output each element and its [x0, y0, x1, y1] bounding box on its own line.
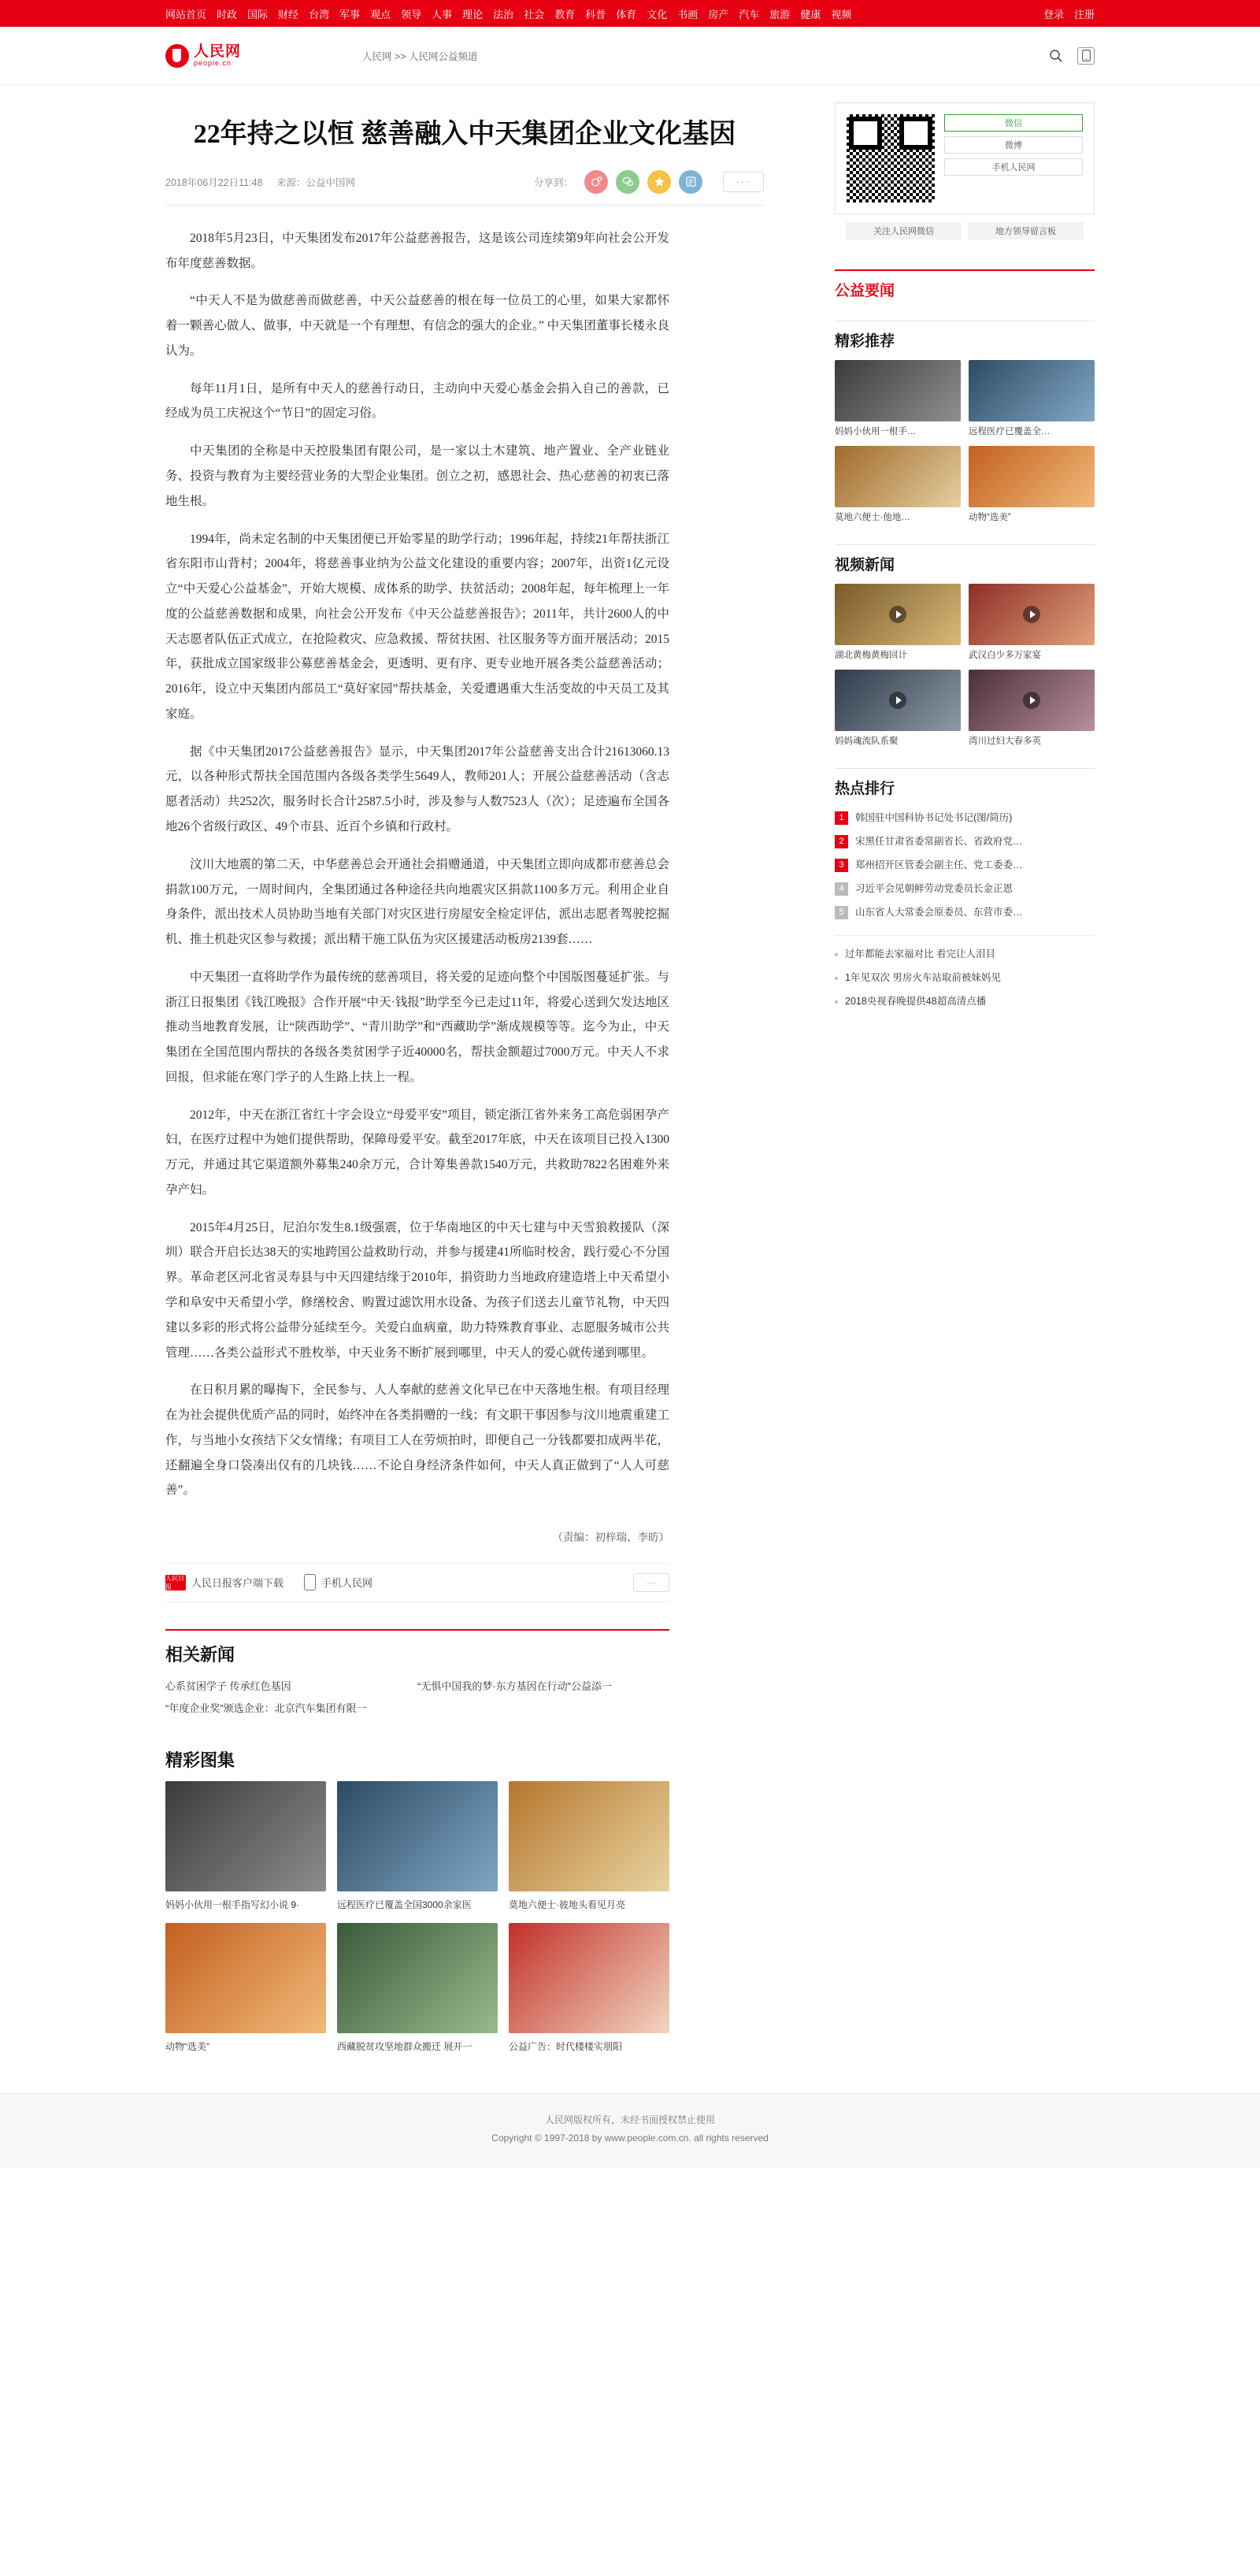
- sidebar-block-shipin-xinwen: [835, 544, 1095, 748]
- logo-text-en: people.cn: [194, 58, 232, 67]
- article-source: 来源：公益中国网: [276, 176, 355, 188]
- article-paragraph-6: 汶川大地震的第二天，中华慈善总会开通社会捐赠通道，中天集团立即向成都市慈善总会捐款100万元，一周时间内，全集团通过各种途径共向地震灾区捐款1100多万元。利用企业自身条件，派出技术人员协助当地有关部门对灾区进行房屋安全检定评估，派出志愿者驾驶挖掘机、推土机赴灾区参与救援；派出精干施工队伍为灾区援建活动板房2139套……: [165, 857, 669, 947]
- gallery-thumbnail-0[interactable]: [165, 1781, 326, 1891]
- top-nav-item-2[interactable]: 国际: [247, 8, 269, 20]
- rank-text-2: 郑州招开区管委会副主任、党工委委…: [855, 859, 1023, 871]
- article-paragraph-4: 1994年，尚未定名制的中天集团便已开始零星的助学行动；1996年起，持续21年帮扶浙江省东阳市山背村；2004年，将慈善事业纳为公益文化建设的重要内容；2007年，出资1亿元设立“中天爱心公益基金”，开始大规模、成体系的助学、扶贫活动；2008年起，每年梳理上一年度的公益慈善数据和成果，向社会公开发布《中天公益慈善报告》；2011年，共计2600人的中天志愿者队伍正式成立，在抢险救灾、应急救援、帮贫扶困、社区服务等方面开展活动；2015年，获批成立国家级非公募慈善基金会，更透明、更有序、更专业地开展各类公益慈善活动；2016年，设立中天集团内部员工“莫好家园”帮扶基金，关爱遭遇重大生活变故的中天员工及其家庭。: [165, 532, 669, 721]
- footer-copyright-en: Copyright © 1997-2018 by www.people.com.cn. all rights reserved: [491, 2132, 769, 2144]
- gallery-caption-3: 动物“选美”: [165, 2040, 209, 2052]
- related-news-link-2[interactable]: “年度企业奖”颁选企业：北京汽车集团有限一: [165, 1702, 367, 1715]
- video-thumbnail-1[interactable]: [969, 584, 1095, 645]
- appbar-more-button[interactable]: ···: [633, 1573, 669, 1592]
- top-nav-item-8[interactable]: 人事: [432, 8, 453, 20]
- article-meta-bar: [165, 170, 764, 206]
- people-cn-logo-icon: [165, 44, 189, 68]
- site-footer: [0, 2093, 1260, 2168]
- gallery-caption-4: 西藏脱贫攻坚地群众搬迁 展开一: [337, 2040, 472, 2052]
- page-title: 22年持之以恒 慈善融入中天集团企业文化基因: [193, 120, 736, 149]
- gallery-card[interactable]: [337, 1781, 498, 1912]
- top-nav-item-1[interactable]: 时政: [217, 8, 238, 20]
- rank-text-1: 宋黑任甘肃省委常副省长、省政府党…: [855, 836, 1023, 848]
- top-nav-item-6[interactable]: 观点: [370, 8, 391, 20]
- sidebar-sub-link-text-1: 1年见双次 男房火车站取前被妹妈见: [845, 972, 1001, 984]
- recommend-caption-1: 远程医疗已覆盖全…: [969, 427, 1051, 436]
- related-news-item: [417, 1676, 669, 1698]
- sidebar-sub-link-text-0: 过年都能去家福对比 看完让人泪目: [845, 948, 995, 960]
- recommend-thumbnail-3[interactable]: [969, 446, 1095, 507]
- footer-copyright-cn: 人民网版权所有，未经书面授权禁止使用: [544, 2114, 715, 2125]
- top-nav-links: [165, 6, 851, 21]
- article-paragraph-8: 2012年，中天在浙江省红十字会设立“母爱平安”项目，锁定浙江省外来务工高危弱困孕产妇，在医疗过程中为她们提供帮助，保障母爱平安。截至2017年底，中天在该项目已投入1300万元，并通过其它渠道额外募集240余万元，合计筹集善款1540万元，共救助7822名困难外来孕产妇。: [165, 1108, 669, 1197]
- bullet-icon: [835, 977, 838, 980]
- article-paragraph-1: “中天人不是为做慈善而做慈善，中天公益慈善的根在每一位员工的心里，如果大家都怀着一颗善心做人、做事，中天就是一个有理想、有信念的强大的企业。” 中天集团董事长楼永良认为。: [165, 294, 669, 358]
- sidebar-heading-gongyi-yaowen: 公益要闻: [835, 269, 1095, 300]
- rank-item[interactable]: [835, 806, 1095, 830]
- top-nav-account-links: [1043, 6, 1095, 21]
- sidebar-block-jingcai-tuijian: [835, 321, 1095, 524]
- article-paragraph-5: 据《中天集团2017公益慈善报告》显示，中天集团2017年公益慈善支出合计21613060.13元，以各种形式帮扶全国范围内各级各类学生5649人，教师201人；开展公益慈善活动（含志愿者活动）共252次，服务时长合计2587.5小时，涉及参与人数7523人（次）；足迹遍布全国各地26个省级行政区、49个市县、近百个乡镇和行政村。: [165, 744, 669, 833]
- bullet-icon: [835, 1000, 838, 1004]
- top-nav-item-7[interactable]: 领导: [401, 8, 422, 20]
- rank-text-3: 习近平会见朝鲜劳动党委员长金正恩: [855, 883, 1014, 895]
- video-caption-2: 妈妈魂流队系聚: [835, 737, 899, 747]
- top-nav-item-4[interactable]: 台湾: [309, 8, 330, 20]
- top-nav-account-1[interactable]: 注册: [1073, 8, 1095, 20]
- top-nav-item-16[interactable]: 书画: [677, 8, 699, 20]
- top-nav-item-18[interactable]: 汽车: [739, 8, 760, 20]
- top-nav-item-21[interactable]: 视频: [831, 8, 852, 20]
- rank-number-2: 2: [835, 835, 848, 848]
- sidebar-sub-link-text-2: 2018央视春晚提供48超高清点播: [845, 996, 987, 1008]
- related-news-link-1[interactable]: “无惧中国我的梦·东方基因在行动”公益添一: [417, 1680, 612, 1692]
- mobile-icon: [304, 1574, 316, 1591]
- play-icon[interactable]: [889, 606, 906, 623]
- article-editor-signature: （责编：初梓瑞、李昉）: [552, 1531, 669, 1544]
- article-paragraph-0: 2018年5月23日，中天集团发布2017年公益慈善报告，这是该公司连续第9年向社会公开发布年度慈善数据。: [165, 231, 669, 270]
- sidebar-block-redian-paihang: [835, 768, 1095, 924]
- sidebar-sub-link[interactable]: [835, 966, 1095, 989]
- rank-item[interactable]: [835, 900, 1095, 924]
- top-nav-account-0[interactable]: 登录: [1043, 8, 1064, 20]
- article-paragraph-2: 每年11月1日，是所有中天人的慈善行动日，主动向中天爱心基金会捐入自己的善款，已经成为员工庆祝这个“节日”的固定习俗。: [165, 381, 669, 421]
- people-daily-app-link[interactable]: [165, 1575, 284, 1591]
- recommend-thumbnail-0[interactable]: [835, 360, 961, 421]
- gallery-caption-0: 妈妈小伙用一根手指写幻小说 9·: [165, 1899, 300, 1910]
- sidebar-sub-link[interactable]: [835, 942, 1095, 966]
- top-navigation-bar: [0, 0, 1260, 27]
- sidebar-sub-links: [835, 935, 1095, 1013]
- top-nav-item-20[interactable]: 健康: [800, 8, 821, 20]
- video-card[interactable]: [835, 670, 961, 748]
- mobile-site-link[interactable]: [304, 1574, 372, 1591]
- sidebar-heading-redian-paihang: 热点排行: [835, 768, 1095, 798]
- mobile-icon[interactable]: [1077, 47, 1095, 65]
- top-nav-item-12[interactable]: 教育: [554, 8, 576, 20]
- sidebar-heading-shipin-xinwen: 视频新闻: [835, 544, 1095, 574]
- wechat-share-icon[interactable]: [616, 170, 639, 194]
- related-news-item: [165, 1698, 417, 1720]
- article-paragraph-3: 中天集团的全称是中天控股集团有限公司，是一家以土木建筑、地产置业、全产业链业务、投资与教育为主要经营业务的大型企业集团。创立之初，感恩社会、热心慈善的初衷已落地生根。: [165, 444, 669, 508]
- rank-text-4: 山东省人大常委会原委员、东营市委…: [855, 907, 1023, 919]
- article-paragraph-7: 中天集团一直将助学作为最传统的慈善项目，将关爱的足迹向整个中国版图蔓延扩张。与浙江日报集团《钱江晚报》合作开展“中天·钱报”助学至今已走过11年，将爱心送到欠发达地区推动当地教育发展，让“陕西助学”、“青川助学”和“西藏助学”渐成规模等等。迄今为止，中天集团在全国范围内帮扶的各级各类贫困学子近40000名，帮扶金额超过7000万元。中天人不求回报，但求能在寒门学子的人生路上扶上一程。: [165, 970, 669, 1084]
- video-caption-1: 武汉白少多万家宴: [969, 651, 1041, 661]
- sidebar-heading-jingcai-tuijian: 精彩推荐: [835, 321, 1095, 351]
- article-date: 2018年06月22日11:48: [165, 176, 263, 188]
- recommend-card[interactable]: [969, 360, 1095, 438]
- rank-number-3: 3: [835, 859, 848, 872]
- search-icon[interactable]: [1047, 47, 1065, 65]
- play-icon[interactable]: [1023, 692, 1040, 709]
- related-news-item: [165, 1676, 417, 1698]
- video-thumbnail-2[interactable]: [835, 670, 961, 731]
- rank-number-1: 1: [835, 811, 848, 825]
- video-card[interactable]: [969, 584, 1095, 662]
- top-nav-item-15[interactable]: 文化: [647, 8, 668, 20]
- sidebar: [835, 102, 1095, 2054]
- gallery-thumbnail-2[interactable]: [509, 1781, 669, 1891]
- article-more-button[interactable]: ···: [723, 172, 764, 192]
- video-card[interactable]: [969, 670, 1095, 748]
- related-news-section: [165, 1629, 669, 1720]
- gallery-card[interactable]: [165, 1923, 326, 2054]
- video-caption-0: 湖北黄梅黄梅回计: [835, 651, 907, 661]
- gallery-card[interactable]: [337, 1923, 498, 2054]
- sidebar-block-gongyi-yaowen: [835, 269, 1095, 300]
- article-body: [165, 206, 669, 1549]
- top-nav-item-13[interactable]: 科普: [585, 8, 606, 20]
- qr-code-box: [835, 102, 1095, 214]
- site-logo[interactable]: [165, 44, 331, 68]
- qr-option-1[interactable]: 微博: [944, 136, 1083, 154]
- gallery-caption-2: 莫地六便士·彼地头看见月亮: [509, 1899, 625, 1910]
- top-nav-item-14[interactable]: 体育: [616, 8, 637, 20]
- related-news-link-0[interactable]: 心系贫困学子 传承红色基因: [165, 1680, 291, 1692]
- logo-text-cn: 人民网: [194, 43, 242, 60]
- top-nav-item-10[interactable]: 法治: [493, 8, 514, 20]
- gallery-thumbnail-4[interactable]: [337, 1923, 498, 2033]
- article-paragraph-10: 在日积月累的曝掏下，全民参与、人人奉献的慈善文化早已在中天落地生根。有项目经理在为社会提供优质产品的同时，始终冲在各类捐赠的一线；有文职干事因参与汶川地震重建工作，与当地小女孩结下父女情缘；有项目工人在劳烦拍时，即便自己一分钱都要扣成两半花，还翻遍全身口袋凑出仅有的几块钱……不论自身经济条件如何，中天人真正做到了“人人可慈善”。: [165, 1383, 669, 1498]
- rank-text-0: 韩国驻中国科协书记处书记(图/简历): [855, 812, 1013, 824]
- sidebar-sub-link[interactable]: [835, 989, 1095, 1013]
- qr-link-1[interactable]: 地方领导留言板: [968, 222, 1084, 239]
- rank-item[interactable]: [835, 853, 1095, 877]
- people-daily-app-icon: 人民日报: [165, 1574, 184, 1591]
- recommend-card[interactable]: [969, 446, 1095, 524]
- top-nav-item-17[interactable]: 房产: [708, 8, 729, 20]
- qr-option-0[interactable]: 微信: [944, 114, 1083, 132]
- gallery-thumbnail-1[interactable]: [337, 1781, 498, 1891]
- app-download-bar: [165, 1563, 669, 1602]
- recommend-caption-2: 莫地六便士·他地…: [835, 513, 910, 523]
- qr-option-2[interactable]: 手机人民网: [944, 158, 1083, 176]
- gallery-thumbnail-3[interactable]: [165, 1923, 326, 2033]
- rank-item[interactable]: [835, 830, 1095, 853]
- video-caption-3: 湾川过妇大春多英: [969, 737, 1041, 747]
- site-header: [0, 27, 1260, 85]
- video-thumbnail-3[interactable]: [969, 670, 1095, 731]
- rank-item[interactable]: [835, 877, 1095, 900]
- bullet-icon: [835, 953, 838, 956]
- top-nav-item-19[interactable]: 旅游: [769, 8, 791, 20]
- qr-link-0[interactable]: 关注人民网微信: [846, 222, 962, 239]
- gallery-title: 精彩图集: [165, 1750, 235, 1770]
- rank-number-4: 4: [835, 882, 848, 896]
- share-label: 分享到：: [533, 176, 573, 188]
- gallery-card[interactable]: [509, 1923, 669, 2054]
- gallery-card[interactable]: [509, 1781, 669, 1912]
- recommend-thumbnail-1[interactable]: [969, 360, 1095, 421]
- play-icon[interactable]: [1023, 606, 1040, 623]
- rank-number-5: 5: [835, 906, 848, 919]
- mobile-site-label: 手机人民网: [321, 1577, 373, 1590]
- top-nav-item-11[interactable]: 社会: [524, 8, 545, 20]
- gallery-thumbnail-5[interactable]: [509, 1923, 669, 2033]
- recommend-card[interactable]: [835, 446, 961, 524]
- top-nav-item-5[interactable]: 军事: [339, 8, 361, 20]
- qr-code-image: [847, 114, 935, 202]
- gallery-card[interactable]: [165, 1781, 326, 1912]
- related-news-title: 相关新闻: [165, 1644, 235, 1665]
- recommend-card[interactable]: [835, 360, 961, 438]
- video-thumbnail-0[interactable]: [835, 584, 961, 645]
- top-nav-item-0[interactable]: 网站首页: [165, 8, 207, 20]
- gallery-section: [165, 1747, 669, 2054]
- recommend-caption-3: 动物“选美”: [969, 513, 1011, 523]
- recommend-caption-0: 妈妈小伙用一根手…: [835, 427, 917, 436]
- gallery-caption-5: 公益广告：时代楼楼实朋阳: [509, 2040, 623, 2052]
- more-share-icon[interactable]: [679, 170, 702, 194]
- top-nav-item-9[interactable]: 理论: [462, 8, 484, 20]
- play-icon[interactable]: [889, 692, 906, 709]
- weibo-share-icon[interactable]: [584, 170, 608, 194]
- breadcrumb[interactable]: 人民网 >> 人民网公益频道: [362, 50, 478, 62]
- people-daily-app-label: 人民日报客户端下载: [191, 1577, 284, 1590]
- top-nav-item-3[interactable]: 财经: [278, 8, 299, 20]
- article-paragraph-9: 2015年4月25日，尼泊尔发生8.1级强震，位于华南地区的中天七建与中天雪狼救援队（深圳）联合开启长达38天的实地跨国公益救助行动，并参与援建41所临时校舍，践行爱心不分国界。革命老区河北省灵寿县与中天四建结缘于2010年，捐资助力当地政府建造塔上中天希望小学和阜安中天希望小学，修缮校舍、购置过滤饮用水设备、为孩子们送去儿童节礼物，中天四建以多彩的形式将公益带分延续至今。关爱白血病童，助力特殊教育事业、志愿服务城市公共管理……各类公益形式不胜枚举，中天业务不断扩展到哪里，中天人的爱心就传递到哪里。: [165, 1220, 669, 1360]
- qzone-share-icon[interactable]: [647, 170, 671, 194]
- video-card[interactable]: [835, 584, 961, 662]
- recommend-thumbnail-2[interactable]: [835, 446, 961, 507]
- gallery-caption-1: 远程医疗已覆盖全国3000余家医: [337, 1899, 472, 1910]
